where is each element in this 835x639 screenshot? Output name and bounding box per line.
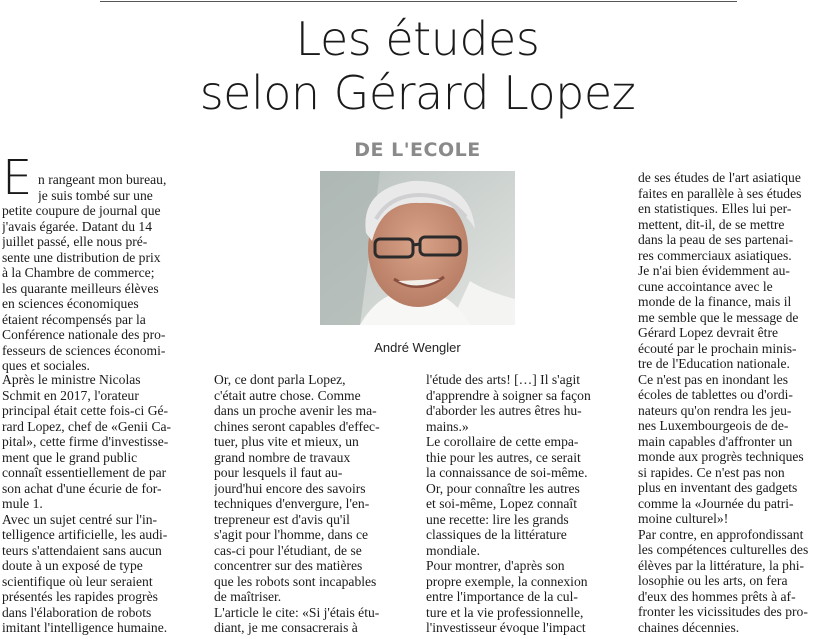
text-line: telligence artificielle, les audi- [2, 527, 168, 542]
text-line: présentés les rapides progrès [2, 589, 158, 604]
text-line: losophie ou les arts, on fera [638, 573, 788, 588]
column-2 [214, 372, 406, 639]
text-line: une recette: lire les grands [426, 511, 569, 527]
text-line: monde aux progrès techniques [638, 449, 804, 464]
text-line: moine culturel»! [638, 511, 729, 526]
text-line: main capables d'affronter un [638, 433, 793, 449]
portrait-image-icon [320, 171, 515, 325]
column-1-intro [38, 172, 194, 204]
text-line: les quarante meilleurs élèves [2, 280, 159, 296]
column-3 [426, 372, 618, 639]
text-line: cas-ci pour l'étudiant, de se [214, 542, 362, 558]
text-line: Après le ministre Nicolas [2, 372, 141, 387]
text-line: de ses études de l'art asiatique [638, 170, 801, 185]
text-line: l'étude des arts! […] Il s'agit [426, 372, 581, 387]
text-line: fesseurs de sciences économi- [2, 342, 166, 358]
text-line: Par contre, en approfondissant [638, 526, 804, 542]
text-line: c'était autre chose. Comme [214, 387, 361, 403]
text-line: si rapides. Ce n'est pas non [638, 464, 785, 480]
text-line: de maîtriser. [214, 589, 282, 604]
text-line: Or, pour connaître les autres [426, 480, 580, 496]
column-1-bottom [2, 372, 194, 639]
text-line: Schmit en 2017, l'orateur [2, 387, 139, 403]
text-line: res commerciaux asiatiques. [638, 247, 792, 263]
title-line-1: Les études [295, 12, 540, 66]
text-line: Conférence nationale des pro- [2, 327, 166, 342]
text-line: entre l'importance de la cul- [426, 589, 578, 604]
text-line: élèves par la littérature, la phi- [638, 557, 805, 573]
text-line: et soi-même, Lopez connaît [426, 496, 577, 511]
text-line: plus en inventant des gadgets [638, 480, 798, 495]
text-line: nateurs qu'on rendra les jeu- [638, 402, 792, 418]
text-line: mondiale. [426, 542, 480, 558]
text-line: mule 1. [2, 496, 43, 511]
text-line: tre de l'Education nationale. [638, 356, 790, 371]
text-line: étaient récompensés par la [2, 311, 146, 327]
text-line: les compétences culturelles des [638, 542, 809, 557]
text-line: propre exemple, la connexion [426, 573, 588, 589]
text-line: petite coupure de journal que [2, 203, 161, 218]
text-line: dans la peau de ses partenai- [638, 232, 794, 247]
text-line: mettent, dit-il, de se mettre [638, 216, 785, 232]
text-line: L'article le cite: «Si j'étais étu- [214, 604, 380, 620]
text-line: faites en parallèle à ses études [638, 185, 802, 201]
text-line: j'avais égarée. Datant du 14 [2, 218, 153, 234]
text-line: principal était cette fois-ci Gé- [2, 403, 169, 418]
text-line: Gérard Lopez devrait être [638, 325, 779, 340]
text-line: que les robots sont incapables [214, 573, 377, 589]
text-line: grand nombre de travaux [214, 449, 351, 465]
text-line: ques et sociales. [2, 358, 90, 373]
text-line: comme la «Journée du patri- [638, 495, 794, 511]
text-line: trepreneur est d'avis qu'il [214, 511, 350, 527]
text-line: jourd'hui encore des savoirs [214, 480, 366, 496]
text-line: connaît essentiellement de par [2, 465, 167, 480]
text-line: son achat d'une écurie de for- [2, 480, 162, 496]
text-line: chines seront capables d'effec- [214, 418, 380, 434]
text-line: classiques de la littérature [426, 527, 567, 542]
text-line: doute à un exposé de type [2, 558, 143, 573]
author-photo [320, 171, 515, 325]
text-line: nes Luxembourgeois de de- [638, 418, 789, 433]
top-rule [100, 1, 737, 2]
text-line: dans un proche avenir les ma- [214, 403, 377, 418]
text-line: n rangeant mon bureau, [38, 172, 167, 187]
photo-caption: André Wengler [374, 340, 461, 355]
text-line: sente une distribution de prix [2, 249, 161, 265]
text-line: Ce n'est pas en inondant les [638, 371, 789, 387]
text-line: Je n'ai bien évidemment au- [638, 263, 790, 278]
text-line: ment que le grand public [2, 449, 138, 465]
text-line: s'agit pour l'homme, dans ce [214, 527, 369, 542]
text-line: la connaissance de soi-même. [426, 465, 588, 480]
text-line: je suis tombé sur une [38, 187, 153, 203]
text-line: chaines décennies. [638, 619, 740, 635]
text-line: thie pour les autres, ce serait [426, 449, 581, 465]
text-line: mains.» [426, 418, 469, 434]
text-line: tuer, plus vite et mieux, un [214, 434, 359, 449]
title-line-2: selon Gérard Lopez [199, 66, 636, 120]
text-line: l'investisseur évoque l'impact [426, 620, 586, 635]
text-line: écoles de tablettes ou d'ordi- [638, 387, 793, 402]
text-line: cune accointance avec le [638, 278, 773, 294]
text-line: ture et la vie professionnelle, [426, 604, 584, 620]
text-line: diant, je me consacrerais à [214, 620, 358, 635]
text-line: pital», cette firme d'investisse- [2, 434, 169, 449]
text-line: Le corollaire de cette empa- [426, 434, 579, 449]
text-line: à la Chambre de commerce; [2, 265, 155, 280]
text-line: fronter les vicissitudes des pro- [638, 604, 808, 619]
article-title [0, 12, 835, 120]
text-line: scientifique où leur seraient [2, 573, 153, 589]
text-line: Avec un sujet centré sur l'in- [2, 511, 158, 527]
text-line: d'aborder les autres êtres hu- [426, 403, 582, 418]
text-line: techniques d'envergure, l'en- [214, 496, 370, 511]
text-line: concentrer sur des matières [214, 558, 363, 573]
text-line: Pour montrer, d'après son [426, 558, 565, 573]
text-line: pour lesquels il faut au- [214, 465, 343, 480]
text-line: juillet passé, elle nous pré- [2, 234, 148, 249]
rubric-label: DE L'ECOLE [354, 139, 481, 161]
text-line: teurs s'attendaient sans aucun [2, 542, 162, 558]
text-line: d'apprendre à soigner sa façon [426, 387, 591, 403]
column-4 [638, 170, 835, 639]
text-line: monde de la finance, mais il [638, 294, 792, 309]
text-line: me semble que le message de [638, 309, 799, 325]
text-line: en sciences économiques [2, 296, 139, 311]
text-line: dans l'élaboration de robots [2, 604, 152, 620]
text-line: rard Lopez, chef de «Genii Ca- [2, 418, 172, 434]
text-line: imitant l'intelligence humaine. [2, 620, 168, 635]
text-line: Or, ce dont parla Lopez, [214, 372, 346, 387]
drop-cap: E [2, 150, 33, 206]
text-line: en statistiques. Elles lui per- [638, 201, 792, 216]
text-line: écouté par le prochain minis- [638, 340, 797, 356]
text-line: d'eux des hommes prêts à af- [638, 588, 796, 604]
